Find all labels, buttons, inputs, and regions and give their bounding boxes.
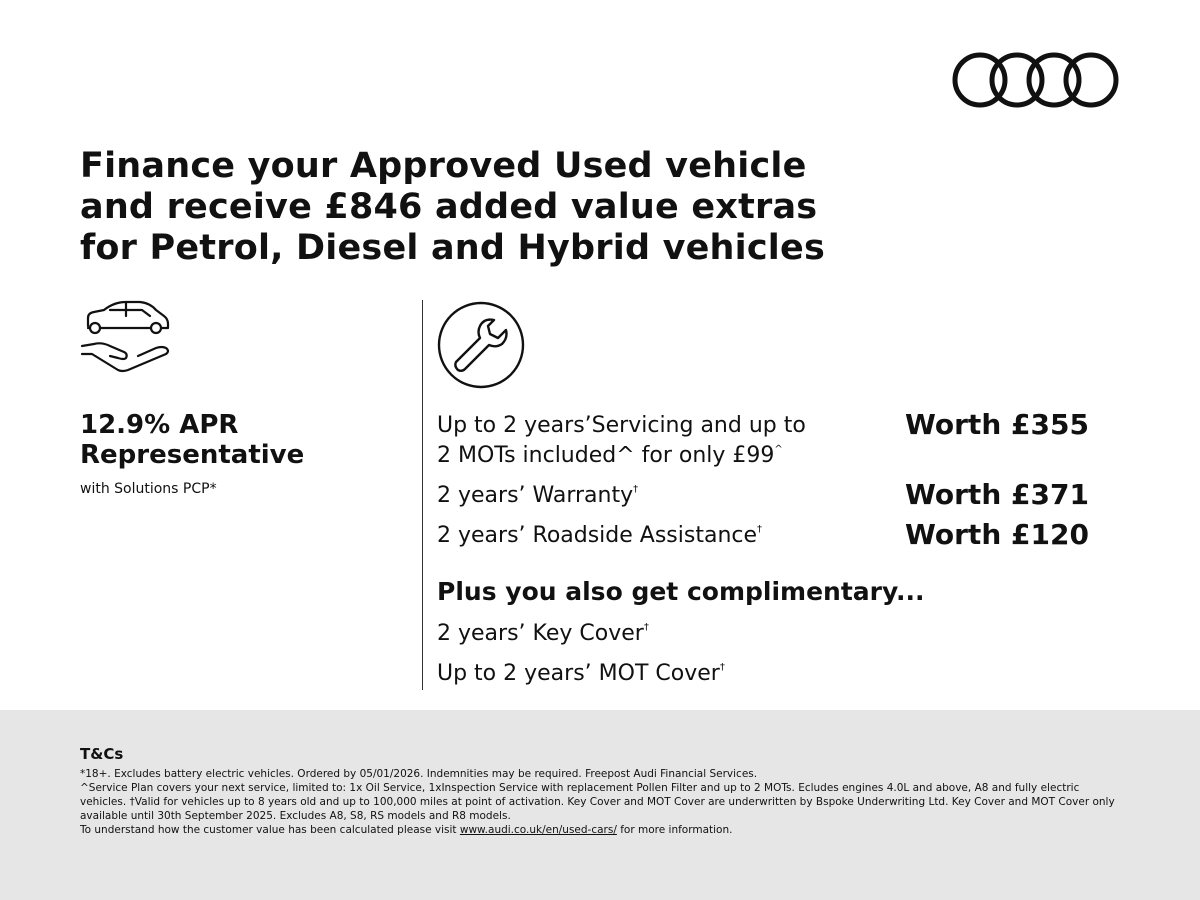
headline-line-1: Finance your Approved Used vehicle — [80, 146, 807, 186]
car-in-hand-icon — [80, 298, 172, 378]
apr-representative: Representative — [80, 440, 305, 470]
terms-title: T&Cs — [80, 745, 124, 763]
apr-subtext: with Solutions PCP* — [80, 481, 217, 497]
wrench-icon — [436, 300, 526, 390]
terms-line-3-suffix: for more information. — [616, 824, 733, 836]
used-cars-link[interactable]: www.audi.co.uk/en/used-cars/ — [459, 824, 617, 836]
benefit-roadside-value: Worth £120 — [905, 518, 1089, 551]
audi-rings-logo — [950, 50, 1122, 110]
benefit-roadside-label: 2 years’ Roadside Assistance — [437, 523, 758, 548]
terms-line-3 — [80, 823, 1120, 837]
terms-body — [80, 767, 1120, 837]
complimentary-mot-cover — [437, 659, 725, 689]
benefit-servicing-value: Worth £355 — [905, 408, 1089, 441]
key-cover-footnote-mark: † — [643, 622, 649, 633]
mot-cover-footnote-mark: † — [719, 662, 725, 673]
benefit-servicing-line-2: 2 MOTs included^ for only £99 — [437, 443, 775, 468]
headline-line-3: for Petrol, Diesel and Hybrid vehicles — [80, 228, 825, 268]
roadside-footnote-mark: † — [757, 524, 763, 535]
benefit-roadside — [437, 521, 762, 551]
terms-line-3-prefix: To understand how the customer value has been calculated please visit — [80, 824, 460, 836]
complimentary-heading: Plus you also get complimentary... — [437, 577, 925, 606]
servicing-footnote-mark: ^ — [774, 444, 783, 455]
benefit-warranty-value: Worth £371 — [905, 478, 1089, 511]
column-divider — [422, 300, 423, 690]
benefit-servicing-line-1: Up to 2 years’Servicing and up to — [437, 413, 806, 438]
benefit-warranty-label: 2 years’ Warranty — [437, 483, 634, 508]
terms-line-1: *18+. Excludes battery electric vehicles. Ordered by 05/01/2026. Indemnities may be required. Freepost Audi Financial Services. — [80, 768, 758, 780]
apr-headline — [80, 410, 400, 470]
headline-line-2: and receive £846 added value extras — [80, 187, 818, 227]
key-cover-label: 2 years’ Key Cover — [437, 621, 644, 646]
terms-line-2: ^Service Plan covers your next service, limited to: 1x Oil Service, 1xInspection Service with replacement Pollen Filter and up to 2 MOTs. Ecludes engines 4.0L and above, A8 and fully electric vehicles. †Valid for vehicles up to 8 years old and up to 100,000 miles at point of activation. Key Cover and MOT Cover are underwritten by Bspoke Underwriting Ltd. Key Cover and MOT Cover only available until 30th September 2025. Excludes A8, S8, RS models and R8 models. — [80, 782, 1115, 822]
complimentary-key-cover — [437, 619, 649, 649]
benefit-warranty — [437, 481, 638, 511]
benefit-servicing — [437, 411, 806, 471]
mot-cover-label: Up to 2 years’ MOT Cover — [437, 661, 720, 686]
apr-rate: 12.9% APR — [80, 410, 239, 440]
headline — [80, 146, 1120, 269]
warranty-footnote-mark: † — [633, 484, 639, 495]
